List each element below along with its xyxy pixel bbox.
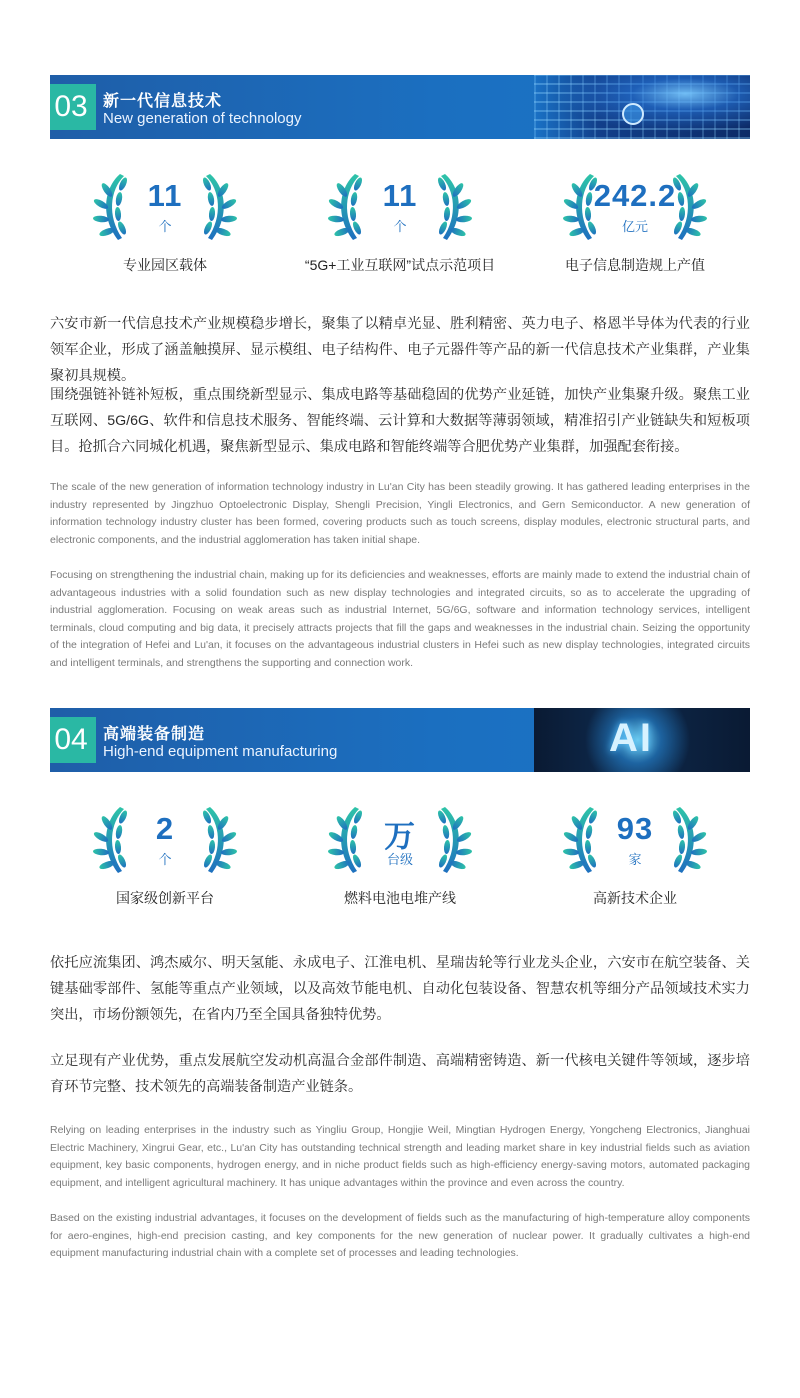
- stat-unit: 亿元: [621, 219, 648, 234]
- stat-label: 国家级创新平台: [116, 890, 214, 906]
- stat-unit: 个: [158, 852, 172, 867]
- section-title-en: High-end equipment manufacturing: [103, 743, 338, 760]
- section-title-zh: 新一代信息技术: [103, 93, 223, 110]
- paragraph-en: Based on the existing industrial advantages, it focuses on the development of fields such as the manufacturing of high-temperature alloy components for aero-engines, high-end precision casting, and key components for the new generation of nuclear power. It gradually cultivates a high-end equipment manufacturing industrial chain with a complete set of processes and leading technologies.: [50, 1212, 750, 1259]
- stat-label: 燃料电池电堆产线: [344, 890, 456, 906]
- section-title-zh: 高端装备制造: [103, 726, 206, 743]
- paragraph-en: Focusing on strengthening the industrial chain, making up for its deficiencies and weaknesses, efforts are mainly made to extend the industrial chain of advantageous industries with a solid foundation such as new display technologies and integrated circuits, so as to accelerate the upgrading of industrial agglomeration. Focusing on weak areas such as industrial Internet, 5G/6G, software and information technology services, intelligent terminals, cloud computing and big data, it precisely attracts projects that fill the gaps and weaknesses in the industrial chain. Seizing the opportunity of the integration of Hefei and Lu'an, it focuses on the advantageous industrial clusters in Hefei such as new display technologies, integrated circuits and intelligent terminals, and strengthens the supporting and connection work.: [50, 569, 750, 669]
- paragraph-zh: 依托应流集团、鸿杰威尔、明天氢能、永成电子、江淮电机、星瑞齿轮等行业龙头企业，六安市在航空装备、关键基础零部件、氢能等重点产业领域，以及高效节能电机、自动化包装设备、智慧农机等细分产品领域技术实力突出，市场份额领先，在省内乃至全国具备独特优势。: [50, 955, 750, 1023]
- stat-item: [45, 170, 285, 280]
- stat-value: 11: [147, 178, 183, 213]
- paragraph-zh: 围绕强链补链补短板，重点围绕新型显示、集成电路等基础稳固的优势产业延链，加快产业集聚升级。聚焦工业互联网、5G/6G、软件和信息技术服务、智能终端、云计算和大数据等薄弱领域，精准招引产业链缺失和短板项目。抢抓合六同城化机遇，聚焦新型显示、集成电路和智能终端等合肥优势产业集群，加强配套衔接。: [50, 387, 750, 455]
- stat-label: “5G+工业互联网”试点示范项目: [304, 257, 496, 273]
- lock-icon: [622, 103, 644, 125]
- section-banner: [50, 708, 750, 772]
- stats-row: [0, 803, 800, 913]
- section-number: 03: [50, 84, 96, 130]
- paragraph-en: Relying on leading enterprises in the industry such as Yingliu Group, Hongjie Weil, Mingtian Hydrogen Energy, Yongcheng Electronics, Jianghuai Electric Machinery, Xingrui Gear, etc., Lu'an City has outstanding technical strength and leading market share in key industrial fields such as aviation equipment, key basic components, hydrogen energy, and in niche product fields such as high-efficiency energy-saving motors, automated packaging equipment, and intelligent agricultural machinery. It has unique advantages within the province and even across the country.: [50, 1124, 750, 1189]
- stat-unit: 个: [393, 219, 407, 234]
- stat-item: [280, 803, 520, 913]
- section-title-en: New generation of technology: [103, 110, 302, 127]
- stat-value: 万: [384, 819, 416, 854]
- stat-item: [45, 803, 285, 913]
- stat-value: 2: [155, 811, 175, 846]
- ai-globe-photo: [534, 708, 750, 772]
- stat-label: 专业园区载体: [123, 257, 207, 273]
- stat-item: [280, 170, 520, 280]
- stat-unit: 台级: [386, 852, 413, 867]
- stat-item: [515, 803, 755, 913]
- stat-value: 11: [382, 178, 418, 213]
- ai-globe-text: AI: [609, 716, 653, 760]
- stat-value: 93: [616, 811, 654, 846]
- section-number: 04: [50, 717, 96, 763]
- stat-unit: 家: [628, 852, 642, 867]
- stats-row: [0, 170, 800, 280]
- stat-label: 电子信息制造规上产值: [565, 257, 705, 273]
- stat-label: 高新技术企业: [593, 890, 677, 906]
- technology-lock-circuit-photo: [534, 75, 750, 139]
- stat-value: 242.2: [593, 178, 677, 213]
- paragraph-en: The scale of the new generation of information technology industry in Lu'an City has been steadily growing. It has gathered leading enterprises in the industry represented by Jingzhuo Optoelectronic Display, Shengli Precision, Yingli Electronics, and Gern Semiconductor. A new generation of information technology industry cluster has been formed, covering products such as touch screens, display modules, electronic structural parts, and electronic components, and the industrial agglomeration has taken initial shape.: [50, 481, 750, 546]
- section-banner: [50, 75, 750, 139]
- paragraph-zh: 六安市新一代信息技术产业规模稳步增长，聚集了以精卓光显、胜利精密、英力电子、格恩半导体为代表的行业领军企业，形成了涵盖触摸屏、显示模组、电子结构件、电子元器件等产品的新一代信息技术产业集群，产业集聚初具规模。: [50, 316, 750, 384]
- stat-unit: 个: [158, 219, 172, 234]
- paragraph-zh: 立足现有产业优势，重点发展航空发动机高温合金部件制造、高端精密铸造、新一代核电关键件等领域，逐步培育环节完整、技术领先的高端装备制造产业链条。: [50, 1053, 750, 1095]
- stat-item: [515, 170, 755, 280]
